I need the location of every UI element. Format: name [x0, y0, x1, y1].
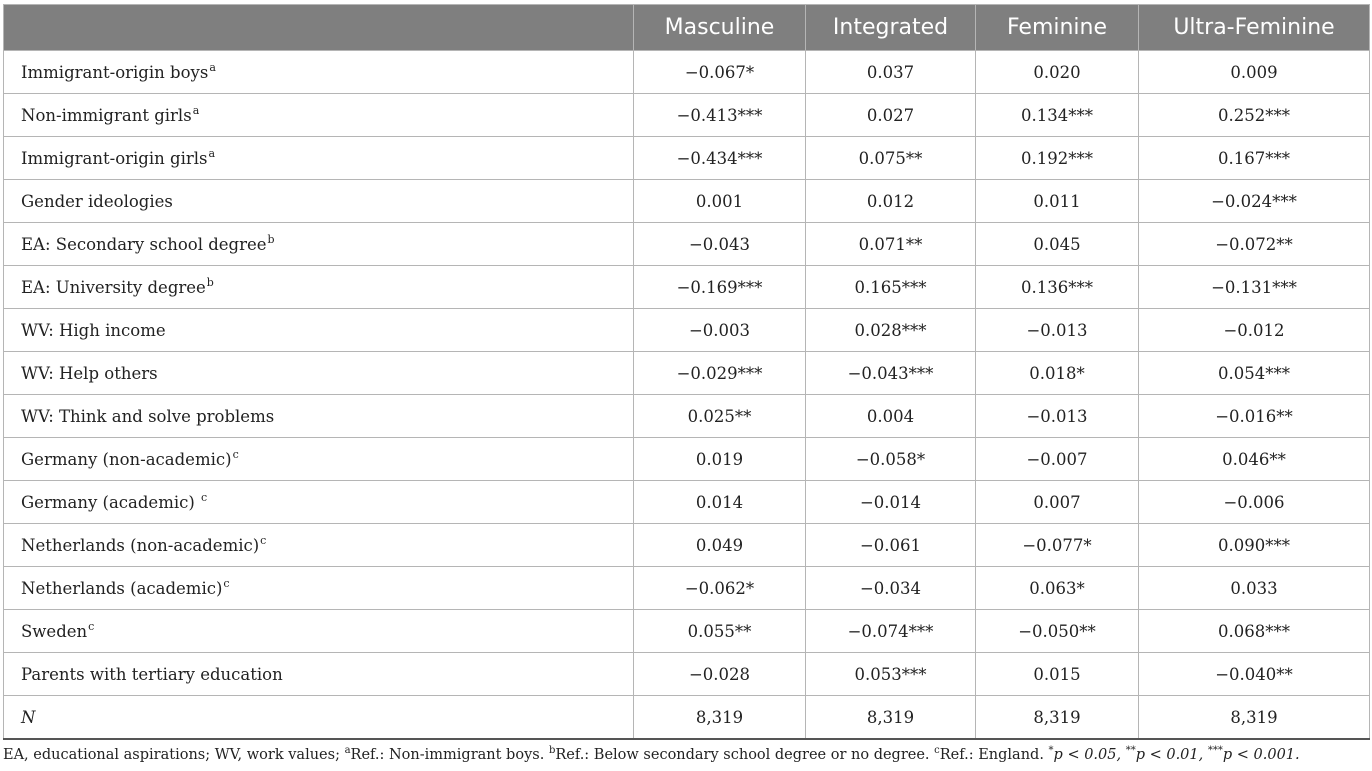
row-label: WV: High income	[21, 320, 166, 340]
footnote-sig-3: ***	[1207, 745, 1223, 757]
results-table-container	[3, 4, 1369, 740]
row-label-cell	[4, 137, 634, 180]
row-label-cell	[4, 266, 634, 309]
row-label-cell	[4, 696, 634, 740]
table-row	[4, 309, 1370, 352]
value-cell: 0.001	[634, 180, 806, 223]
value-cell: −0.024***	[1139, 180, 1370, 223]
value-cell: 0.071**	[806, 223, 976, 266]
row-label: WV: Help others	[21, 363, 158, 383]
table-row	[4, 180, 1370, 223]
value-cell: 0.009	[1139, 51, 1370, 94]
row-label-superscript: a	[209, 61, 216, 74]
row-label-cell	[4, 395, 634, 438]
footnote-ref-a: Ref.: Non-immigrant boys.	[350, 747, 549, 763]
value-cell: −0.169***	[634, 266, 806, 309]
row-label-cell	[4, 180, 634, 223]
value-cell: −0.413***	[634, 94, 806, 137]
row-label-superscript: b	[206, 276, 214, 289]
value-cell: −0.040**	[1139, 653, 1370, 696]
column-header: Masculine	[634, 5, 806, 51]
row-label-cell	[4, 438, 634, 481]
footnote-p3: p < 0.001.	[1222, 747, 1300, 763]
value-cell: −0.050**	[976, 610, 1139, 653]
table-row	[4, 653, 1370, 696]
table-row	[4, 137, 1370, 180]
value-cell: −0.074***	[806, 610, 976, 653]
value-cell: 0.090***	[1139, 524, 1370, 567]
value-cell: 8,319	[634, 696, 806, 740]
table-row	[4, 266, 1370, 309]
value-cell: 0.068***	[1139, 610, 1370, 653]
footnote-p1: p < 0.05,	[1053, 747, 1126, 763]
row-label-superscript: c	[232, 448, 239, 461]
row-label: Gender ideologies	[21, 191, 173, 211]
row-label: EA: University degree	[21, 277, 206, 297]
table-row	[4, 610, 1370, 653]
row-label-superscript: c	[201, 491, 208, 504]
value-cell: −0.016**	[1139, 395, 1370, 438]
table-row	[4, 438, 1370, 481]
value-cell: 0.014	[634, 481, 806, 524]
value-cell: 0.167***	[1139, 137, 1370, 180]
row-label-cell	[4, 94, 634, 137]
row-label-cell	[4, 610, 634, 653]
value-cell: 0.028***	[806, 309, 976, 352]
footnote-ref-c: Ref.: England.	[939, 747, 1049, 763]
value-cell: −0.062*	[634, 567, 806, 610]
row-label-superscript: b	[267, 233, 275, 246]
value-cell: −0.006	[1139, 481, 1370, 524]
value-cell: 0.007	[976, 481, 1139, 524]
table-row	[4, 51, 1370, 94]
value-cell: 0.033	[1139, 567, 1370, 610]
footnote-sup-c: c	[934, 745, 940, 757]
row-label: Sweden	[21, 621, 88, 641]
value-cell: −0.029***	[634, 352, 806, 395]
table-row	[4, 481, 1370, 524]
row-label: Immigrant-origin boys	[21, 62, 209, 82]
table-row	[4, 94, 1370, 137]
value-cell: −0.043***	[806, 352, 976, 395]
value-cell: −0.034	[806, 567, 976, 610]
value-cell: 0.045	[976, 223, 1139, 266]
value-cell: −0.007	[976, 438, 1139, 481]
row-label-superscript: c	[223, 577, 230, 590]
value-cell: −0.013	[976, 395, 1139, 438]
footnote-abbreviations: EA, educational aspirations; WV, work values;	[3, 747, 345, 763]
value-cell: 0.165***	[806, 266, 976, 309]
value-cell: −0.012	[1139, 309, 1370, 352]
value-cell: 0.192***	[976, 137, 1139, 180]
row-label-cell	[4, 223, 634, 266]
value-cell: 0.134***	[976, 94, 1139, 137]
value-cell: 0.015	[976, 653, 1139, 696]
row-label-cell	[4, 524, 634, 567]
value-cell: 0.011	[976, 180, 1139, 223]
table-header-row	[4, 5, 1370, 51]
footnote-ref-b: Ref.: Below secondary school degree or no degree.	[555, 747, 935, 763]
value-cell: −0.003	[634, 309, 806, 352]
footnote-sup-b: b	[548, 745, 556, 757]
value-cell: 0.063*	[976, 567, 1139, 610]
row-label-superscript: a	[192, 104, 200, 117]
table-row	[4, 567, 1370, 610]
row-label-superscript: c	[260, 534, 267, 547]
value-cell: −0.014	[806, 481, 976, 524]
table-row	[4, 352, 1370, 395]
footnote-sig-2: **	[1125, 745, 1136, 757]
table-footnote	[3, 747, 1369, 763]
table-row	[4, 524, 1370, 567]
row-label-cell	[4, 51, 634, 94]
header-cell-empty	[4, 5, 634, 51]
value-cell: 0.018*	[976, 352, 1139, 395]
row-label-cell	[4, 309, 634, 352]
value-cell: −0.043	[634, 223, 806, 266]
row-label: N	[21, 707, 36, 727]
table-body	[4, 51, 1370, 740]
results-table	[3, 4, 1370, 740]
value-cell: 0.019	[634, 438, 806, 481]
value-cell: 0.025**	[634, 395, 806, 438]
value-cell: −0.077*	[976, 524, 1139, 567]
value-cell: 0.053***	[806, 653, 976, 696]
value-cell: −0.013	[976, 309, 1139, 352]
table-row	[4, 395, 1370, 438]
column-header: Feminine	[976, 5, 1139, 51]
table-row	[4, 696, 1370, 740]
value-cell: 0.252***	[1139, 94, 1370, 137]
value-cell: 0.054***	[1139, 352, 1370, 395]
row-label-cell	[4, 567, 634, 610]
value-cell: 0.027	[806, 94, 976, 137]
value-cell: −0.067*	[634, 51, 806, 94]
value-cell: 0.046**	[1139, 438, 1370, 481]
value-cell: 0.020	[976, 51, 1139, 94]
row-label-superscript: a	[208, 147, 216, 160]
value-cell: 0.049	[634, 524, 806, 567]
row-label-cell	[4, 352, 634, 395]
value-cell: 0.055**	[634, 610, 806, 653]
value-cell: 0.075**	[806, 137, 976, 180]
row-label: Netherlands (academic)	[21, 578, 223, 598]
column-header: Integrated	[806, 5, 976, 51]
value-cell: −0.058*	[806, 438, 976, 481]
value-cell: 0.136***	[976, 266, 1139, 309]
value-cell: 0.004	[806, 395, 976, 438]
row-label-cell	[4, 481, 634, 524]
row-label: Netherlands (non-academic)	[21, 535, 260, 555]
column-header: Ultra-Feminine	[1139, 5, 1370, 51]
row-label: Non-immigrant girls	[21, 105, 192, 125]
value-cell: 8,319	[976, 696, 1139, 740]
footnote-p2: p < 0.01,	[1135, 747, 1208, 763]
row-label: WV: Think and solve problems	[21, 406, 275, 426]
row-label: Germany (non-academic)	[21, 449, 232, 469]
value-cell: −0.434***	[634, 137, 806, 180]
row-label: Immigrant-origin girls	[21, 148, 208, 168]
row-label: Parents with tertiary education	[21, 664, 283, 684]
value-cell: 8,319	[1139, 696, 1370, 740]
value-cell: 0.037	[806, 51, 976, 94]
value-cell: 0.012	[806, 180, 976, 223]
row-label: EA: Secondary school degree	[21, 234, 267, 254]
value-cell: 8,319	[806, 696, 976, 740]
row-label: Germany (academic)	[21, 492, 201, 512]
value-cell: −0.028	[634, 653, 806, 696]
footnote-sup-a: a	[344, 745, 351, 757]
row-label-superscript: c	[88, 620, 95, 633]
value-cell: −0.061	[806, 524, 976, 567]
row-label-cell	[4, 653, 634, 696]
value-cell: −0.072**	[1139, 223, 1370, 266]
footnote-sig-1: *	[1048, 745, 1054, 757]
table-row	[4, 223, 1370, 266]
value-cell: −0.131***	[1139, 266, 1370, 309]
